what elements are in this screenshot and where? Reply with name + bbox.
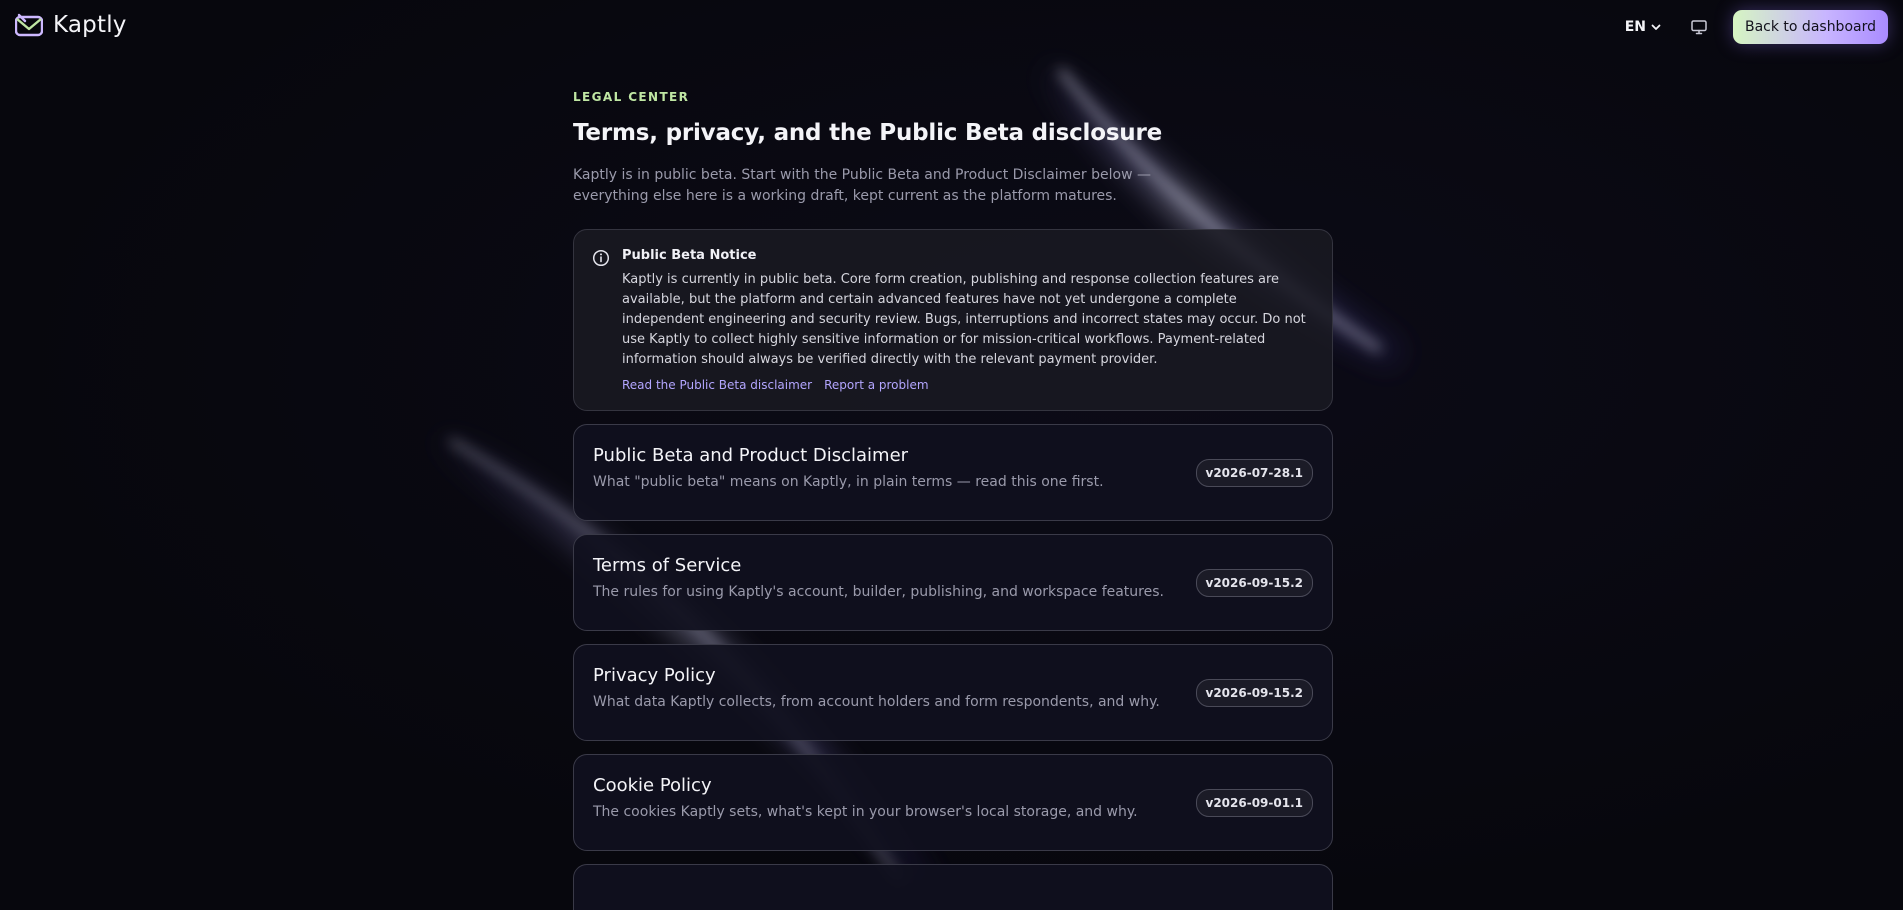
- read-disclaimer-link[interactable]: Read the Public Beta disclaimer: [622, 378, 813, 392]
- document-description: The cookies Kaptly sets, what's kept in your browser's local storage, and why.: [593, 804, 1138, 820]
- document-description: What "public beta" means on Kaptly, in plain terms — read this one first.: [593, 474, 1104, 490]
- info-icon: [592, 249, 610, 267]
- notice-title: Public Beta Notice: [622, 248, 757, 263]
- brand-name: Kaptly: [53, 12, 127, 38]
- language-label: EN: [1624, 19, 1646, 35]
- brand-logo-link[interactable]: [15, 12, 127, 38]
- document-title: Public Beta and Product Disclaimer: [593, 445, 909, 466]
- version-badge: v2026-09-01.1: [1196, 789, 1314, 817]
- chevron-down-icon: [1650, 21, 1662, 33]
- back-to-dashboard-button[interactable]: Back to dashboard: [1733, 10, 1888, 44]
- kaptly-logo-icon: [15, 13, 43, 37]
- document-title: Terms of Service: [593, 555, 742, 576]
- document-title: Cookie Policy: [593, 775, 712, 796]
- document-description: The rules for using Kaptly's account, builder, publishing, and workspace features.: [593, 584, 1164, 600]
- page-title: Terms, privacy, and the Public Beta disclosure: [573, 120, 1163, 146]
- notice-links: [622, 378, 1314, 392]
- legal-center-content: [573, 90, 1333, 910]
- document-title: Privacy Policy: [593, 665, 716, 686]
- public-beta-notice: [573, 229, 1333, 411]
- document-description: What data Kaptly collects, from account holders and form respondents, and why.: [593, 694, 1160, 710]
- document-card-partial[interactable]: [573, 864, 1333, 910]
- version-badge: v2026-07-28.1: [1196, 459, 1314, 487]
- monitor-icon[interactable]: [1690, 18, 1708, 36]
- document-card-privacy-policy[interactable]: [573, 644, 1333, 741]
- header-actions: [1625, 10, 1888, 44]
- page-intro: Kaptly is in public beta. Start with the Public Beta and Product Disclaimer below — everything else here is a working draft, kept current as the platform matures.: [573, 167, 1151, 204]
- document-card-beta-disclaimer[interactable]: [573, 424, 1333, 521]
- version-badge: v2026-09-15.2: [1196, 679, 1314, 707]
- version-badge: v2026-09-15.2: [1196, 569, 1314, 597]
- language-selector[interactable]: [1625, 19, 1662, 35]
- section-eyebrow: LEGAL CENTER: [573, 90, 690, 104]
- notice-body: Kaptly is currently in public beta. Core form creation, publishing and response collection features are available, but the platform and certain advanced features have not yet undergone a complete independent engineering and security review. Bugs, interruptions and incorrect states may occur. Do not use Kaptly to collect highly sensitive information or for mission-critical workflows. Payment-related information should always be verified directly with the relevant payment provider.: [622, 272, 1306, 367]
- document-card-terms-of-service[interactable]: [573, 534, 1333, 631]
- report-problem-link[interactable]: Report a problem: [824, 378, 929, 392]
- document-card-cookie-policy[interactable]: [573, 754, 1333, 851]
